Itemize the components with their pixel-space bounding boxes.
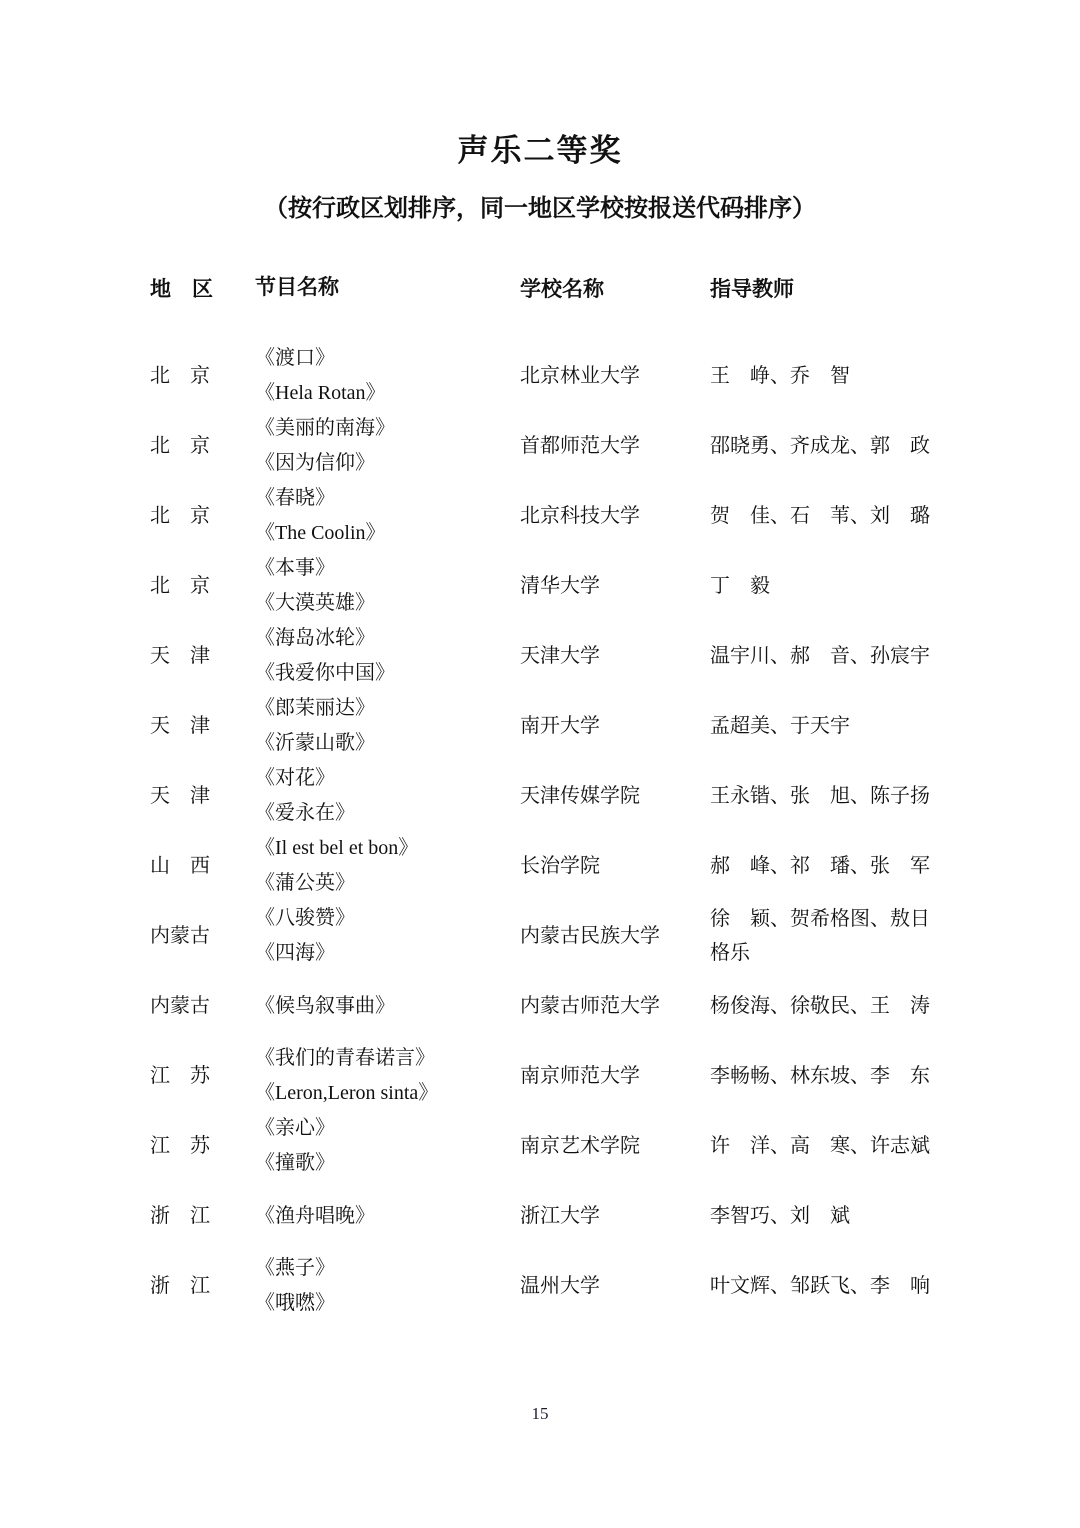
row-programs: [255, 411, 520, 481]
row-programs: [255, 761, 520, 831]
row-teachers: 孟超美、于天宇: [710, 715, 850, 737]
row-teachers: 李智巧、刘 斌: [710, 1205, 850, 1227]
program-title: 《沂蒙山歌》: [255, 732, 375, 754]
program-title: 《Il est bel et bon》: [255, 837, 419, 859]
row-programs: [255, 1251, 520, 1321]
row-teachers: 温宇川、郝 音、孙宸宇: [710, 645, 930, 667]
row-programs: [255, 1111, 520, 1181]
row-programs: [255, 831, 520, 901]
table-row: [150, 761, 930, 831]
row-teachers: 郝 峰、祁 璠、张 军: [710, 855, 930, 877]
program-title: 《八骏赞》: [255, 907, 355, 929]
program-title: 《我们的青春诺言》: [255, 1047, 435, 1069]
program-title: 《美丽的南海》: [255, 417, 395, 439]
row-programs: [255, 341, 520, 411]
row-school: 北京科技大学: [520, 504, 640, 527]
row-programs: [255, 901, 520, 971]
program-title: 《渔舟唱晚》: [255, 1204, 375, 1227]
program-title: 《燕子》: [255, 1257, 335, 1279]
program-title: 《亲心》: [255, 1117, 335, 1139]
table-row: [150, 621, 930, 691]
program-title: 《四海》: [255, 942, 335, 964]
row-region: 北 京: [150, 574, 210, 597]
row-teachers: 王永锴、张 旭、陈子扬: [710, 785, 930, 807]
row-school: 温州大学: [520, 1274, 600, 1297]
table-row: [150, 551, 930, 621]
row-school: 南开大学: [520, 714, 600, 737]
row-region: 内蒙古: [150, 994, 210, 1017]
table-row: [150, 411, 930, 481]
table-row: [150, 831, 930, 901]
row-programs: [255, 621, 520, 691]
row-programs: [255, 551, 520, 621]
row-school: 南京艺术学院: [520, 1134, 640, 1157]
table-row: [150, 1251, 930, 1321]
row-region: 天 津: [150, 714, 210, 737]
row-programs: [255, 1199, 520, 1234]
row-teachers: 丁 毅: [710, 575, 770, 597]
row-teachers: 王 峥、乔 智: [710, 365, 850, 387]
program-title: 《渡口》: [255, 347, 335, 369]
row-region: 天 津: [150, 784, 210, 807]
row-region: 浙 江: [150, 1274, 210, 1297]
table-row: [150, 481, 930, 551]
table-row: [150, 341, 930, 411]
program-title: 《撞歌》: [255, 1152, 335, 1174]
row-school: 长治学院: [520, 854, 600, 877]
row-programs: [255, 1041, 520, 1111]
row-programs: [255, 989, 520, 1024]
program-title: 《The Coolin》: [255, 522, 386, 544]
row-teachers: 许 洋、高 寒、许志斌: [710, 1135, 930, 1157]
program-title: 《Leron,Leron sinta》: [255, 1082, 439, 1104]
row-teachers: 徐 颖、贺希格图、敖日格乐: [710, 908, 930, 964]
program-title: 《爱永在》: [255, 802, 355, 824]
table-body: [150, 341, 930, 1321]
header-school: 学校名称: [520, 277, 604, 301]
program-title: 《对花》: [255, 767, 335, 789]
page-title: 声乐二等奖: [457, 133, 623, 168]
awards-table: [150, 272, 930, 1321]
row-region: 山 西: [150, 854, 210, 877]
row-school: 浙江大学: [520, 1204, 600, 1227]
program-title: 《本事》: [255, 557, 335, 579]
row-school: 清华大学: [520, 574, 600, 597]
program-title: 《郎茉丽达》: [255, 697, 375, 719]
program-title: 《蒲公英》: [255, 872, 355, 894]
row-region: 浙 江: [150, 1204, 210, 1227]
table-row: [150, 691, 930, 761]
row-teachers: 邵晓勇、齐成龙、郭 政: [710, 435, 930, 457]
row-teachers: 贺 佳、石 苇、刘 璐: [710, 505, 930, 527]
row-region: 内蒙古: [150, 924, 210, 947]
row-teachers: 叶文辉、邹跃飞、李 响: [710, 1275, 930, 1297]
program-title: 《我爱你中国》: [255, 662, 395, 684]
row-region: 北 京: [150, 434, 210, 457]
row-school: 南京师范大学: [520, 1064, 640, 1087]
header-region: 地 区: [150, 277, 213, 301]
header-teachers: 指导教师: [710, 277, 794, 301]
row-school: 北京林业大学: [520, 364, 640, 387]
row-region: 江 苏: [150, 1134, 210, 1157]
row-school: 内蒙古师范大学: [520, 994, 660, 1017]
table-header: [150, 272, 930, 307]
program-title: 《海岛冰轮》: [255, 627, 375, 649]
header-program: 节目名称: [255, 275, 339, 299]
table-row: [150, 1041, 930, 1111]
row-school: 天津传媒学院: [520, 784, 640, 807]
program-title: 《因为信仰》: [255, 452, 375, 474]
program-title: 《候鸟叙事曲》: [255, 994, 395, 1017]
row-teachers: 李畅畅、林东坡、李 东: [710, 1065, 930, 1087]
row-school: 内蒙古民族大学: [520, 924, 660, 947]
table-row: [150, 1111, 930, 1181]
row-region: 天 津: [150, 644, 210, 667]
table-row: [150, 901, 930, 971]
row-programs: [255, 691, 520, 761]
row-school: 首都师范大学: [520, 434, 640, 457]
page-subtitle: （按行政区划排序，同一地区学校按报送代码排序）: [264, 196, 816, 222]
table-row: [150, 1181, 930, 1251]
row-school: 天津大学: [520, 644, 600, 667]
row-region: 北 京: [150, 364, 210, 387]
table-row: [150, 971, 930, 1041]
program-title: 《春晓》: [255, 487, 335, 509]
program-title: 《大漠英雄》: [255, 592, 375, 614]
program-title: 《哦嘫》: [255, 1292, 335, 1314]
row-region: 江 苏: [150, 1064, 210, 1087]
program-title: 《Hela Rotan》: [255, 382, 386, 404]
page-number: 15: [531, 1404, 549, 1423]
row-teachers: 杨俊海、徐敬民、王 涛: [710, 995, 930, 1017]
row-programs: [255, 481, 520, 551]
row-region: 北 京: [150, 504, 210, 527]
